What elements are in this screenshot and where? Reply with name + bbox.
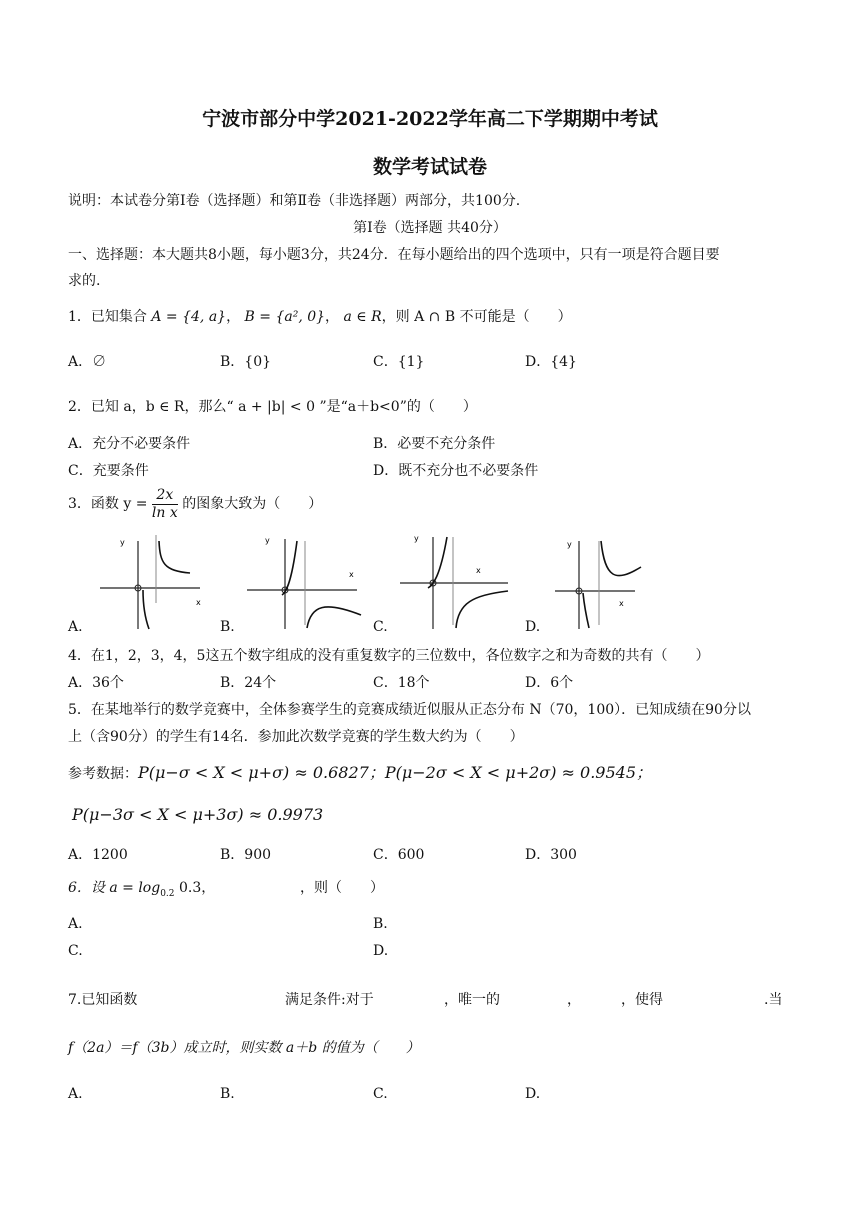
q7-option-d: D.	[525, 1086, 541, 1102]
part-title: 第Ⅰ卷（选择题 共40分）	[353, 220, 507, 236]
q5-option-c: C．600	[373, 847, 425, 863]
q7-part5: ，使得	[621, 992, 663, 1008]
section-heading-line2: 求的.	[68, 273, 101, 289]
q3-fraction	[152, 487, 178, 522]
q3-prefix: 3．函数 y =	[68, 496, 148, 512]
q2-option-b: B．必要不充分条件	[373, 436, 496, 452]
exam-subtitle: 数学考试试卷	[372, 156, 487, 178]
q3-denominator: ln x	[151, 504, 178, 521]
q3-graph-b	[245, 533, 365, 631]
q3-option-b: B.	[220, 619, 235, 635]
q6-log-base: 0.2	[160, 888, 175, 899]
exam-instruction: 说明：本试卷分第Ⅰ卷（选择题）和第Ⅱ卷（非选择题）两部分，共100分.	[68, 193, 521, 209]
q1-option-d: D．{4}	[525, 354, 577, 370]
q3b-x-label: x	[349, 570, 354, 579]
q6-option-b: B.	[373, 916, 388, 932]
q3-option-d: D.	[525, 619, 541, 635]
q3-graph-a	[98, 533, 208, 631]
question-4: 4．在1，2，3，4，5这五个数字组成的没有重复数字的三位数中，各位数字之和为奇数的共有（ ）	[68, 648, 710, 664]
q5-option-d: D．300	[525, 847, 577, 863]
question-6	[68, 877, 215, 899]
q7-option-a: A.	[68, 1086, 83, 1102]
q3-numerator: 2x	[152, 487, 178, 505]
q3-option-a: A.	[68, 619, 83, 635]
q3a-y-label: y	[120, 538, 125, 547]
q7-part6: .当	[764, 992, 783, 1008]
q7-part2: 满足条件:对于	[285, 992, 374, 1008]
q1-option-a: A．∅	[68, 354, 107, 370]
q4-option-d: D．6个	[525, 675, 574, 691]
q6-prefix: 6．设 a = log	[68, 880, 161, 896]
q3d-x-label: x	[619, 599, 624, 608]
q7-line2: f（2a）＝f（3b）成立时，则实数 a＋b 的值为（ ）	[68, 1040, 420, 1056]
q3-option-c: C.	[373, 619, 388, 635]
q1-set-a: A = {4, a}	[151, 309, 227, 325]
q2-option-d: D．既不充分也不必要条件	[373, 463, 539, 479]
q5-option-b: B．900	[220, 847, 272, 863]
q1-condition: a ∈ R	[343, 309, 382, 325]
q7-part3: ，唯一的	[444, 992, 500, 1008]
q3-suffix: 的图象大致为（ ）	[182, 496, 323, 512]
q7-part1: 7.已知函数	[68, 992, 138, 1008]
question-1: 1．已知集合 A = {4, a}， B = {a², 0}， a ∈ R，则 A ∩ B 不可能是（ ）	[68, 309, 572, 325]
q6-option-c: C.	[68, 943, 83, 959]
q7-option-b: B.	[220, 1086, 235, 1102]
q3a-x-label: x	[196, 598, 201, 607]
q1-tail: ，则 A ∩ B 不可能是（ ）	[381, 309, 572, 325]
q5-ref-2: P(μ−2σ < X < μ+2σ) ≈ 0.9545；	[384, 763, 653, 782]
q2-option-c: C．充要条件	[68, 463, 149, 479]
q1-option-c: C．{1}	[373, 354, 425, 370]
q4-option-b: B．24个	[220, 675, 277, 691]
q3-graph-d	[553, 533, 663, 631]
q3c-y-label: y	[414, 534, 419, 543]
q4-option-c: C．18个	[373, 675, 430, 691]
q1-prefix: 1．已知集合	[68, 309, 147, 325]
q3c-x-label: x	[476, 566, 481, 575]
q3d-y-label: y	[567, 540, 572, 549]
question-2: 2．已知 a，b ∈ R，那么“ a + |b| < 0 ”是“a＋b<0”的（ ）	[68, 399, 477, 415]
q5-reference-line1	[68, 760, 652, 783]
q4-option-a: A．36个	[68, 675, 124, 691]
question-5-line2: 上（含90分）的学生有14名．参加此次数学竞赛的学生数大约为（ ）	[68, 729, 524, 745]
q3-graph-c	[398, 533, 516, 631]
q7-option-c: C.	[373, 1086, 388, 1102]
section-heading-line1: 一、选择题：本大题共8小题，每小题3分，共24分．在每小题给出的四个选项中，只有一项是符合题目要	[68, 247, 720, 263]
q6-value: 0.3，	[174, 880, 216, 896]
question-3	[68, 484, 322, 524]
q3b-y-label: y	[265, 536, 270, 545]
q5-ref-1: P(μ−σ < X < μ+σ) ≈ 0.6827；	[138, 763, 385, 782]
q6-tail: ，则（ ）	[300, 880, 384, 896]
q5-ref-label: 参考数据：	[68, 766, 138, 782]
q5-option-a: A．1200	[68, 847, 128, 863]
q2-option-a: A．充分不必要条件	[68, 436, 191, 452]
q6-option-d: D.	[373, 943, 389, 959]
exam-title: 宁波市部分中学2021-2022学年高二下学期期中考试	[202, 108, 658, 130]
q6-option-a: A.	[68, 916, 83, 932]
q1-option-b: B．{0}	[220, 354, 272, 370]
q7-part4: ，	[567, 992, 581, 1008]
question-5-line1: 5．在某地举行的数学竞赛中，全体参赛学生的竞赛成绩近似服从正态分布 N（70，100）．已知成绩在90分以	[68, 702, 751, 718]
q5-reference-line2: P(μ−3σ < X < μ+3σ) ≈ 0.9973	[72, 805, 324, 824]
q1-set-b: B = {a², 0}	[244, 309, 326, 325]
